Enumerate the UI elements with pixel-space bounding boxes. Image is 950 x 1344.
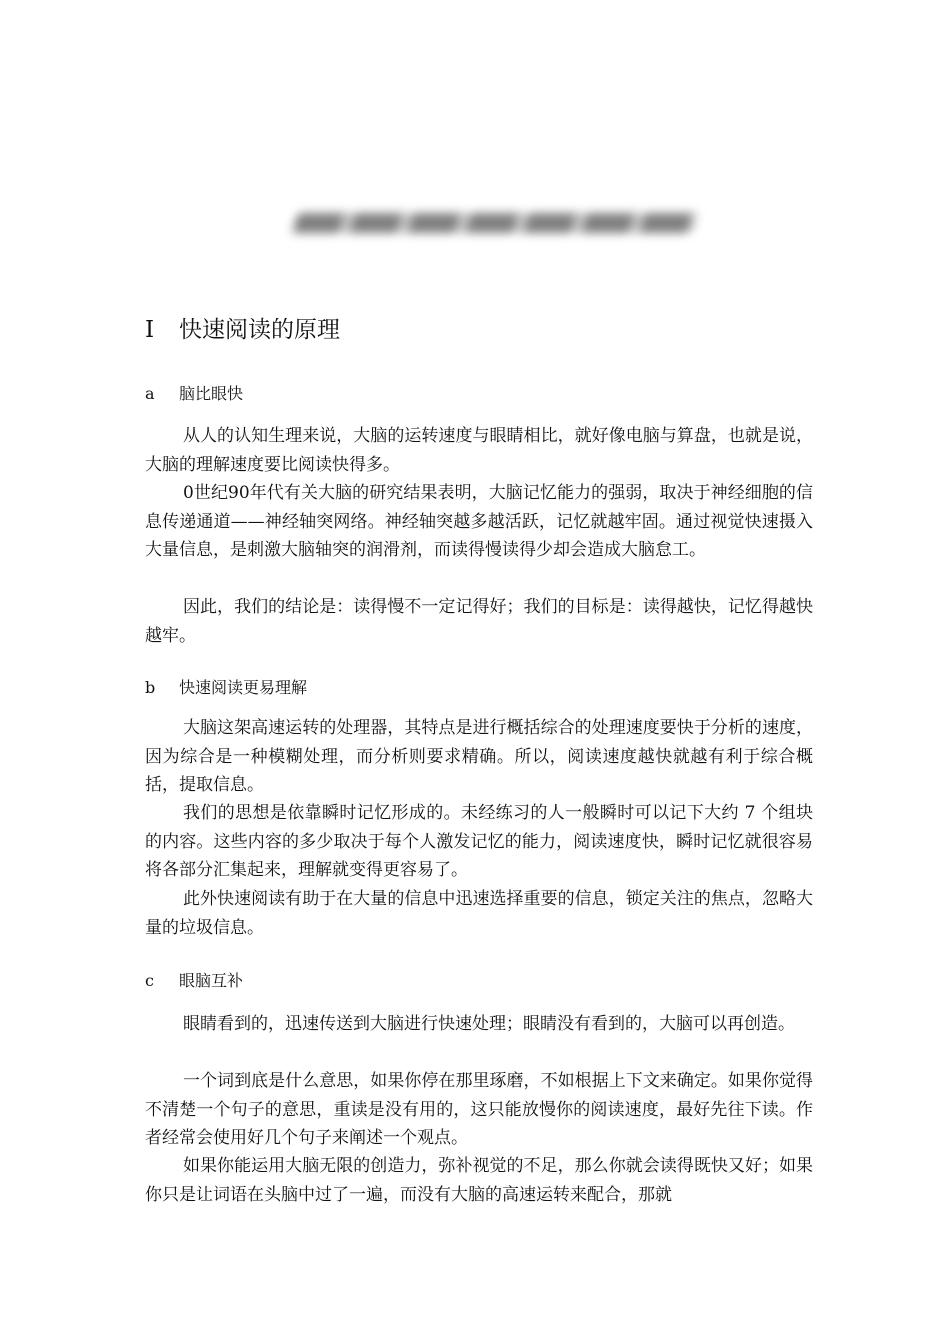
section-letter: a xyxy=(145,384,155,403)
paragraph: 从人的认知生理来说，大脑的运转速度与眼睛相比，就好像电脑与算盘，也就是说，大脑的理解速度要比阅读快得多。 xyxy=(145,426,813,475)
paragraph: 我们的思想是依靠瞬时记忆形成的。未经练习的人一般瞬时可以记下大约 7 个组块的内容。这些内容的多少取决于每个人激发记忆的能力，阅读速度快，瞬时记忆就很容易将各部分汇集起来，理解就变得更容易了。 xyxy=(145,803,813,880)
paragraph: 如果你能运用大脑无限的创造力，弥补视觉的不足，那么你就会读得既快又好；如果你只是让词语在头脑中过了一遍，而没有大脑的高速运转来配合，那就 xyxy=(145,1156,813,1205)
section-heading-b xyxy=(145,676,307,700)
chapter-title: 快速阅读的原理 xyxy=(179,317,340,343)
paragraph: 0世纪90年代有关大脑的研究结果表明，大脑记忆能力的强弱，取决于神经细胞的信息传递通道——神经轴突网络。神经轴突越多越活跃，记忆就越牢固。通过视觉快速摄入大量信息，是刺激大脑轴突的润滑剂，而读得慢读得少却会造成大脑怠工。 xyxy=(145,483,813,560)
section-letter: c xyxy=(145,971,154,990)
blurred-page-header xyxy=(290,206,700,240)
section-title: 快速阅读更易理解 xyxy=(179,678,308,697)
section-title: 眼脑互补 xyxy=(179,971,244,990)
paragraph: 此外快速阅读有助于在大量的信息中迅速选择重要的信息，锁定关注的焦点，忽略大量的垃圾信息。 xyxy=(145,889,813,938)
blurred-header-image xyxy=(293,213,697,233)
chapter-heading xyxy=(145,314,340,346)
paragraph: 一个词到底是什么意思，如果你停在那里琢磨，不如根据上下文来确定。如果你觉得不清楚一个句子的意思，重读是没有用的，这只能放慢你的阅读速度，最好先往下读。作者经常会使用好几个句子来阐述一个观点。 xyxy=(145,1071,813,1148)
chapter-number: I xyxy=(145,317,155,343)
section-heading-c xyxy=(145,969,243,993)
section-title: 脑比眼快 xyxy=(179,384,244,403)
section-letter: b xyxy=(145,678,156,697)
paragraph: 眼睛看到的，迅速传送到大脑进行快速处理；眼睛没有看到的，大脑可以再创造。 xyxy=(183,1014,795,1034)
paragraph: 大脑这架高速运转的处理器，其特点是进行概括综合的处理速度要快于分析的速度，因为综合是一种模糊处理，而分析则要求精确。所以，阅读速度越快就越有利于综合概括，提取信息。 xyxy=(145,718,813,795)
paragraph: 因此，我们的结论是：读得慢不一定记得好；我们的目标是：读得越快，记忆得越快越牢。 xyxy=(145,597,813,646)
section-heading-a xyxy=(145,382,243,406)
